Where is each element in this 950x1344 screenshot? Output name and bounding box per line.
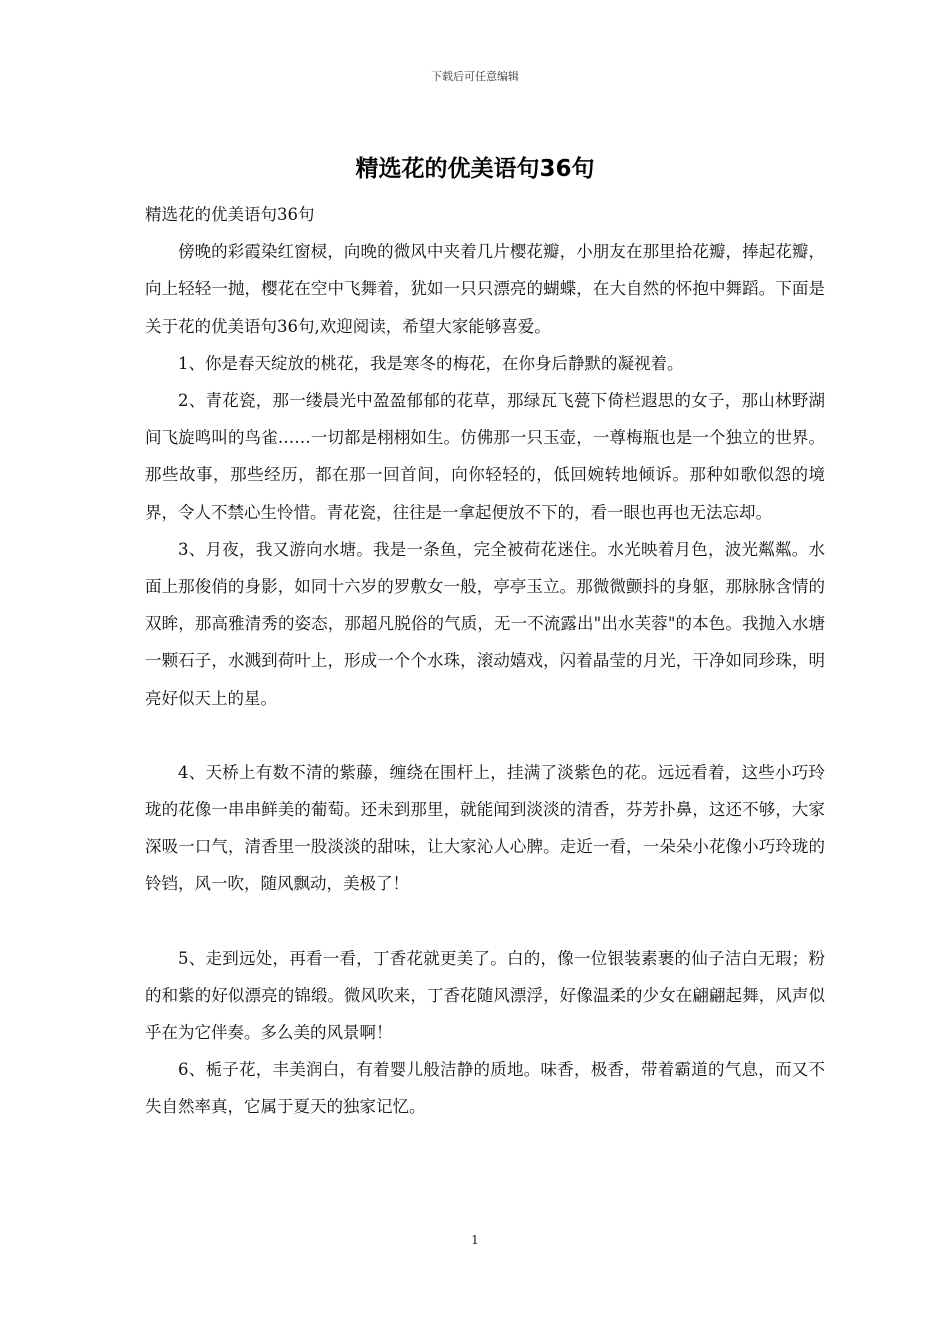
- document-body: [145, 196, 825, 1126]
- paragraph-1: 1、你是春天绽放的桃花，我是寒冬的梅花，在你身后静默的凝视着。: [178, 353, 684, 373]
- page-number: 1: [471, 1233, 479, 1247]
- paragraph-4: 4、天桥上有数不清的紫藤，缠绕在围杆上，挂满了淡紫色的花。远远看着，这些小巧玲珑的花像一串串鲜美的葡萄。还未到那里，就能闻到淡淡的清香，芬芳扑鼻，这还不够，大家深吸一口气，清香里一股淡淡的甜味，让大家沁人心脾。走近一看，一朵朵小花像小巧玲珑的铃铛，风一吹，随风飘动，美极了！: [145, 762, 825, 894]
- document-title: 精选花的优美语句36句: [355, 156, 595, 182]
- paragraph-3: 3、月夜，我又游向水塘。我是一条鱼，完全被荷花迷住。水光映着月色，波光粼粼。水面上那俊俏的身影，如同十六岁的罗敷女一般，亭亭玉立。那微微颤抖的身躯，那脉脉含情的双眸，那高雅清秀的姿态，那超凡脱俗的气质，无一不流露出"出水芙蓉"的本色。我抛入水塘一颗石子，水溅到荷叶上，形成一个个水珠，滚动嬉戏，闪着晶莹的月光，干净如同珍珠，明亮好似天上的星。: [145, 539, 825, 708]
- intro-paragraph: 傍晚的彩霞染红窗棂，向晚的微风中夹着几片樱花瓣，小朋友在那里拾花瓣，捧起花瓣，向上轻轻一抛，樱花在空中飞舞着，犹如一只只漂亮的蝴蝶，在大自然的怀抱中舞蹈。下面是关于花的优美语句36句,欢迎阅读，希望大家能够喜爱。: [145, 242, 825, 336]
- paragraph-5: 5、走到远处，再看一看，丁香花就更美了。白的，像一位银装素裹的仙子洁白无瑕；粉的和紫的好似漂亮的锦缎。微风吹来，丁香花随风漂浮，好像温柔的少女在翩翩起舞，风声似乎在为它伴奏。多么美的风景啊！: [145, 948, 825, 1043]
- paragraph-6: 6、栀子花，丰美润白，有着婴儿般洁静的质地。味香，极香，带着霸道的气息，而又不失自然率真，它属于夏天的独家记忆。: [145, 1060, 825, 1117]
- document-subtitle: 精选花的优美语句36句: [145, 205, 315, 224]
- paragraph-2: 2、青花瓷，那一缕晨光中盈盈郁郁的花草，那绿瓦飞甍下倚栏遐思的女子，那山林野湖间飞旋鸣叫的鸟雀……一切都是栩栩如生。仿佛那一只玉壶，一尊梅瓶也是一个独立的世界。那些故事，那些经历，都在那一回首间，向你轻轻的，低回婉转地倾诉。那种如歌似怨的境界，令人不禁心生怜惜。青花瓷，往往是一拿起便放不下的，看一眼也再也无法忘却。: [145, 391, 825, 522]
- header-note: 下载后可任意编辑: [431, 70, 519, 83]
